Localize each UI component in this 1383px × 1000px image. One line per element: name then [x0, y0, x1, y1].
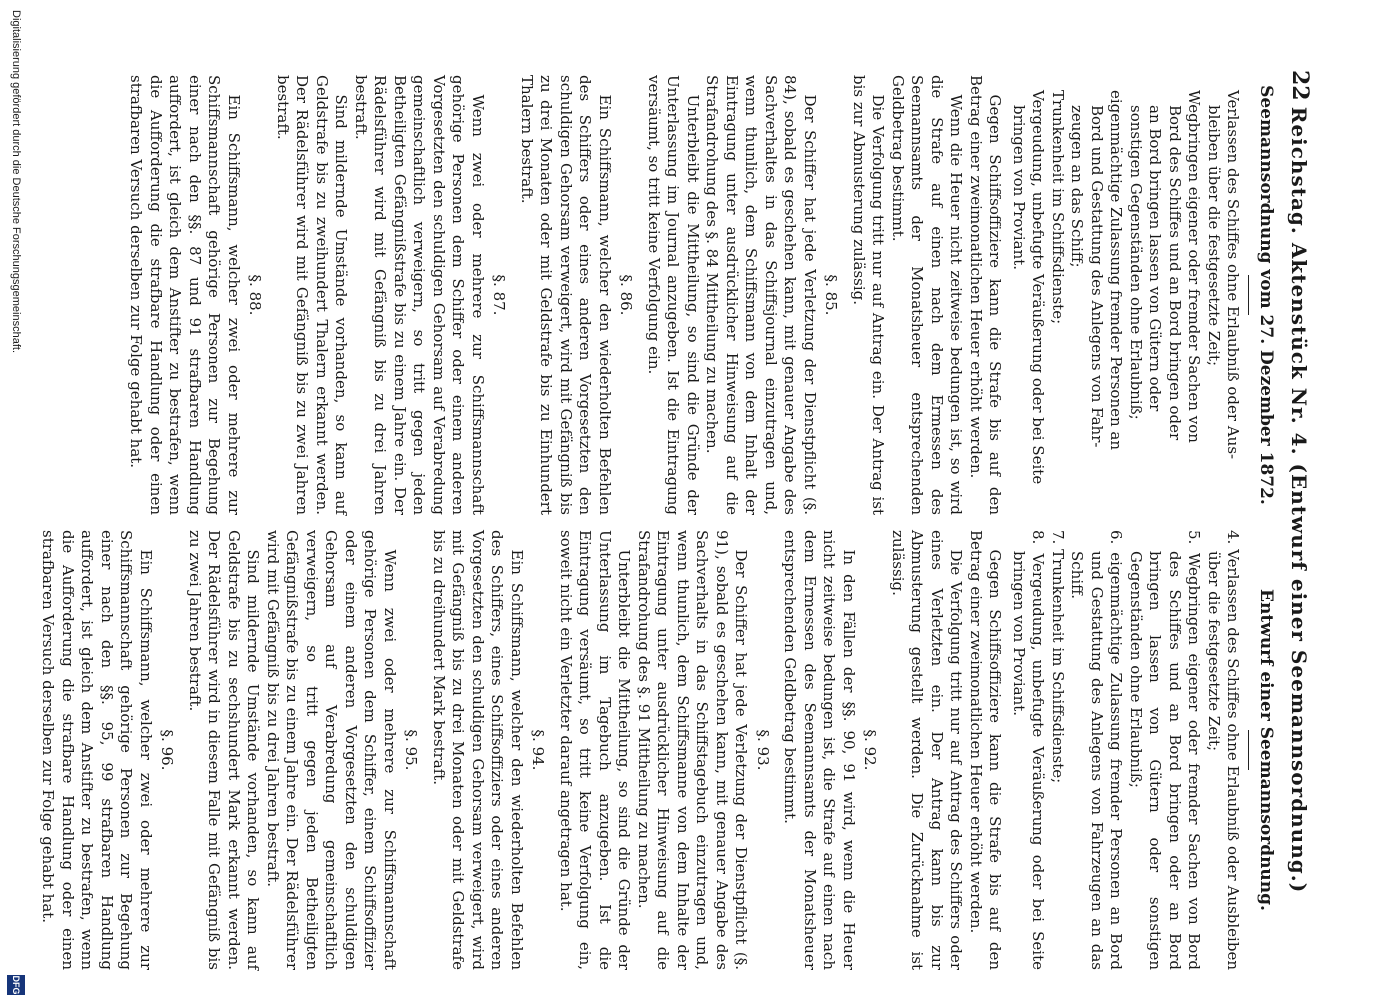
paragraph: Sind mildernde Umstände vorhanden, so kann auf Geldstrafe bis zu zweihundert Thalern erkannt werden. Der Rädelsführer wird mit Gefängniß bis zu zwei Jahren bestraft. [274, 75, 351, 515]
section-heading: §. 88. [246, 274, 265, 316]
running-title: Reichstag. Aktenstück Nr. 4. (Entwurf einer Seemannsordnung.) [1287, 106, 1311, 894]
paragraph: Ein Schiffsmann, welcher zwei oder mehrere zur Schiffsmannschaft gehörige Personen zur Begehung einer nach den §§. 95, 99 strafbaren Handlung auffordert, ist gleich dem Anstifter zu bestrafen, wenn die Aufforderung die strafbare Handlung oder einen strafbaren Versuch derselben zur Folge gehabt hat. [39, 530, 155, 970]
paragraph: Sind mildernde Umstände vorhanden, so kann auf Geldstrafe bis zu sechshundert Mark erkannt werden. Der Rädelsführer wird in diesem Falle mit Gefängniß bis zu zwei Jahren bestraft. [186, 530, 263, 970]
paragraph: Unterbleibt die Mittheilung, so sind die Gründe der Unterlassung im Tagebuch anzugeben. Ist die Eintragung versäumt, so tritt keine Verfolgung ein, soweit nicht ein Verletzter darauf angetragen hat. [557, 530, 634, 970]
offence-list [1009, 530, 1243, 970]
paragraph: Wenn zwei oder mehrere zur Schiffsmannschaft gehörige Personen dem Schiffer, einem Schiffsoffizier oder einem anderen Vorgesetzten den schuldigen Gehorsam auf Verabredung gemeinschaftlich verweigern, so tritt gegen jeden Betheiligten Gefängnißstrafe bis zu einem Jahre ein. Der Rädelsführer wird mit Gefängniß bis zu drei Jahren bestraft. [264, 530, 399, 970]
intro-line: sonstigen Gegenständen ohne Erlaubniß; [1127, 105, 1145, 420]
left-column-title: Seemannsordnung vom 27. Dezember 1872. [1256, 85, 1276, 505]
paragraph: Gegen Schiffsoffiziere kann die Strafe bis auf den Betrag einer zweimonatlichen Heuer erhöht werden. [967, 75, 1005, 515]
list-item: 4. Verlassen des Schiffes ohne Erlaubniß oder Ausbleiben über die festgesetzte Zeit; [1205, 530, 1243, 970]
paragraph: Unterbleibt die Mittheilung, so sind die Gründe der Unterlassung im Journal anzugeben. Ist die Eintragung versäumt, so tritt keine Verfolgung ein. [645, 75, 702, 515]
intro-line: Bord und Gestattung des Anlegens von Fahr- [1088, 105, 1106, 448]
section-heading: §. 96. [158, 729, 177, 771]
footer-text: Digitalisierung gefördert durch die Deutsche Forschungsgemeinschaft. [10, 10, 22, 354]
title-divider [1249, 730, 1250, 770]
right-column-title: Entwurf einer Seemannsordnung. [1256, 589, 1276, 911]
paragraph: Ein Schiffsmann, welcher zwei oder mehrere zur Schiffsmannschaft gehörige Personen zur Begehung einer nach den §§. 87 und 91 strafbaren Handlung auffordert, ist gleich dem Anstifter zu bestrafen, wenn die Aufforderung die strafbare Handlung oder einen strafbaren Versuch derselben zur Folge gehabt hat. [127, 75, 243, 515]
section-heading: §. 94. [529, 729, 548, 771]
intro-line: Bord des Schiffes und an Bord bringen oder [1166, 105, 1184, 441]
paragraph: Der Schiffer hat jede Verletzung der Dienstpflicht (§. 84), sobald es geschehen kann, mit genauer Angabe des Sachverhaltes in das Schiffsjournal einzutragen und, wenn thunlich, dem Schiffsmann von dem Inhalt der Eintragung unter ausdrücklicher Hinweisung auf die Strafandrohung des §. 84 Mittheilung zu machen. [703, 75, 819, 515]
page-number: 22 [1287, 70, 1313, 101]
paragraph: In den Fällen der §§. 90, 91 wird, wenn die Heuer nicht zeitweise bedungen ist, die Strafe auf einen nach dem Ermessen des Seemannsamts der Monatsheuer entsprechenden Geldbetrag bestimmt. [781, 530, 858, 970]
page-header [1273, 0, 1383, 1000]
section-heading: §. 87. [490, 274, 509, 316]
intro-list [1009, 75, 1243, 515]
list-item: 7. Trunkenheit im Schiffsdienste; [1049, 530, 1067, 784]
paragraph: Wenn die Heuer nicht zeitweise bedungen ist, so wird die Strafe auf einen nach dem Ermessen des Seemannsamts der Monatsheuer entsprechenden Geldbetrag bestimmt. [889, 75, 966, 515]
intro-line: Vergeudung, unbefugte Veräußerung oder bei Seite [1029, 90, 1048, 485]
right-column [38, 530, 1275, 970]
paragraph: Die Verfolgung tritt nur auf Antrag des Schiffers oder eines Verletzten ein. Der Antrag kann bis zur Abmusterung gestellt werden. Die Zurücknahme ist zulässig. [889, 530, 966, 970]
paragraph: Die Verfolgung tritt nur auf Antrag ein. Der Antrag ist bis zur Abmusterung zulässig. [850, 75, 888, 515]
intro-line: zeugen an das Schiff; [1068, 105, 1087, 268]
paragraph: Wenn zwei oder mehrere zur Schiffsmannschaft gehörige Personen dem Schiffer oder einem anderen Vorgesetzten den schuldigen Gehorsam auf Verabredung gemeinschaftlich verweigern, so tritt gegen jeden Betheiligten Gefängnißstrafe bis zu einem Jahre ein. Der Rädelsführer wird mit Gefängniß bis zu drei Jahren bestraft. [352, 75, 487, 515]
list-item: 5. Wegbringen eigener oder fremder Sachen von Bord des Schiffes und an Bord bringen oder an Bord bringen lassen von Gütern oder sonstigen Gegenständen ohne Erlaubniß; [1127, 530, 1204, 970]
intro-line: Verlassen des Schiffes ohne Erlaubniß oder Aus- [1224, 90, 1243, 460]
intro-line: bringen von Proviant. [1010, 105, 1028, 271]
intro-line: Wegbringen eigener oder fremder Sachen von [1185, 90, 1204, 443]
paragraph: Gegen Schiffsoffiziere kann die Strafe bis auf den Betrag einer zweimonatlichen Heuer erhöht werden. [967, 530, 1005, 970]
intro-line: Trunkenheit im Schiffsdienste; [1049, 90, 1067, 325]
list-item: 6. eigenmächtige Zulassung fremder Personen an Bord und Gestattung des Anlegens von Fahrzeugen an das Schiff. [1068, 530, 1126, 970]
intro-line: an Bord bringen lassen von Gütern oder [1146, 105, 1165, 412]
section-heading: §. 95. [402, 729, 421, 771]
section-heading: §. 93. [754, 729, 772, 771]
section-heading: §. 86. [617, 274, 636, 316]
section-heading: §. 92. [861, 729, 880, 771]
list-item: 8. Vergeudung, unbefugte Veräußerung oder bei Seite bringen von Proviant. [1010, 530, 1048, 970]
intro-line: eigenmächtige Zulassung fremder Personen an [1107, 90, 1126, 451]
left-column [126, 75, 1275, 515]
intro-line: bleiben über die festgesetzte Zeit; [1205, 105, 1223, 367]
paragraph: Ein Schiffsmann, welcher den wiederholten Befehlen des Schiffers oder eines anderen Vorgesetzten den schuldigen Gehorsam verweigert, wird mit Gefängniß bis zu drei Monaten oder mit Geldstrafe bis zu Einhundert Thalern bestraft. [518, 75, 614, 515]
paragraph: Der Schiffer hat jede Verletzung der Dienstpflicht (§. 91), sobald es geschehen kann, mit genauer Angabe des Sachverhalts in das Schiffstagebuch einzutragen und, wenn thunlich, dem Schiffsmanne von dem Inhalte der Eintragung unter ausdrücklicher Hinweisung auf die Strafandrohung des §. 91 Mittheilung zu machen. [635, 530, 751, 970]
title-divider [1249, 275, 1250, 315]
dfg-logo: DFG [7, 975, 25, 995]
paragraph: Ein Schiffsmann, welcher den wiederholten Befehlen des Schiffers, eines Schiffsoffiziers oder eines anderen Vorgesetzten den schuldigen Gehorsam verweigert, wird mit Gefängniß bis zu drei Monaten oder mit Geldstrafe bis zu dreihundert Mark bestraft. [430, 530, 526, 970]
section-heading: §. 85. [822, 274, 841, 316]
